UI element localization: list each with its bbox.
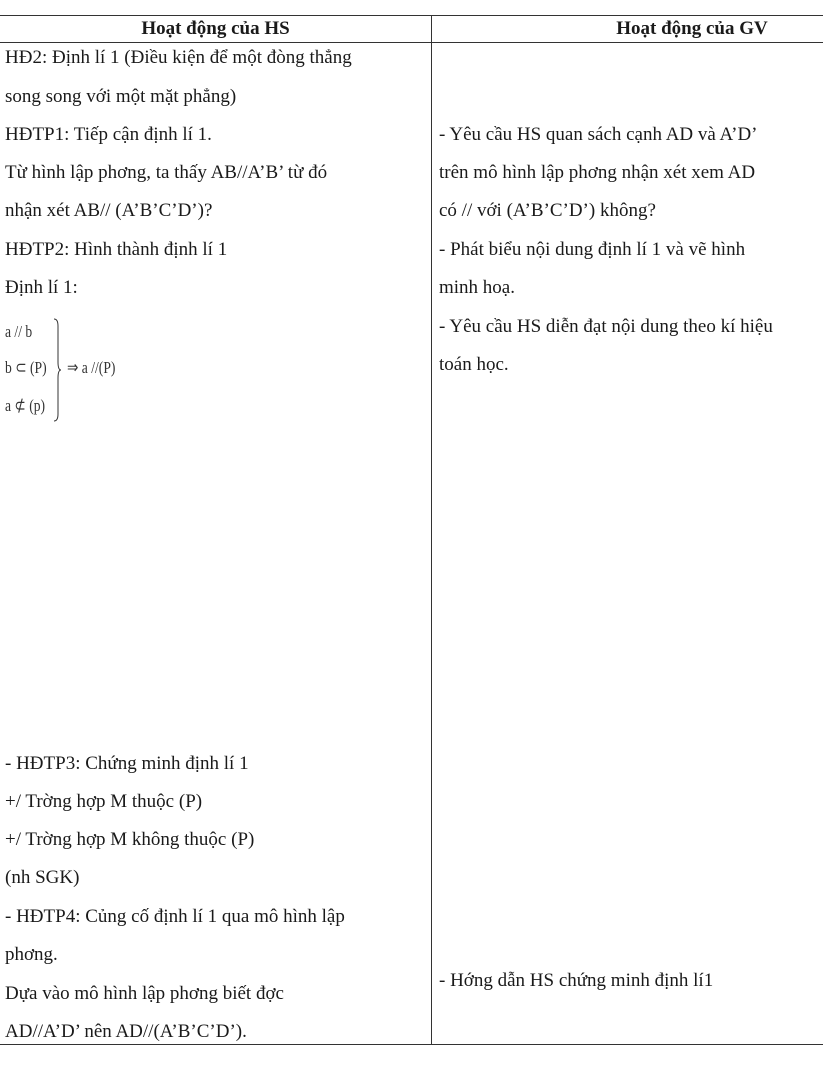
- right-line: có // với (A’B’C’D’) không?: [439, 200, 656, 221]
- formula-line: a // b: [5, 322, 33, 341]
- column-divider: [431, 15, 432, 1045]
- header-divider: [0, 42, 823, 43]
- left-line: HĐTP2: Hình thành định lí 1: [5, 239, 228, 260]
- right-line: - Hớng dẫn HS chứng minh định lí1: [439, 970, 714, 991]
- header-hs: Hoạt động của HS: [141, 18, 290, 39]
- right-line: - Phát biểu nội dung định lí 1 và vẽ hình: [439, 239, 746, 260]
- header-gv: Hoạt động của GV: [616, 18, 768, 39]
- left-line: Từ hình lập phơng, ta thấy AB//A’B’ từ đó: [5, 162, 328, 183]
- theorem-formula: [5, 318, 135, 428]
- left-line: +/ Trờng hợp M không thuộc (P): [5, 829, 255, 850]
- right-line: trên mô hình lập phơng nhận xét xem AD: [439, 162, 756, 183]
- left-line: HĐ2: Định lí 1 (Điều kiện để một đòng thẳng: [5, 47, 352, 68]
- left-line: (nh SGK): [5, 867, 80, 888]
- formula-line: b ⊂ (P): [5, 358, 47, 377]
- left-line: phơng.: [5, 944, 58, 965]
- formula-result: ⇒ a //(P): [67, 358, 116, 377]
- left-line: Định lí 1:: [5, 277, 78, 298]
- right-brace: [53, 318, 61, 422]
- table-bottom-border: [0, 1044, 823, 1045]
- right-line: - Yêu cầu HS quan sách cạnh AD và A’D’: [439, 124, 758, 145]
- left-line: song song với một mặt phẳng): [5, 86, 237, 107]
- left-line: nhận xét AB// (A’B’C’D’)?: [5, 200, 213, 221]
- right-line: minh hoạ.: [439, 277, 515, 298]
- formula-line: a ⊄ (p): [5, 396, 46, 415]
- left-line: +/ Trờng hợp M thuộc (P): [5, 791, 203, 812]
- left-line: - HĐTP3: Chứng minh định lí 1: [5, 753, 249, 774]
- left-line: Dựa vào mô hình lập phơng biết đợc: [5, 983, 284, 1004]
- left-line: HĐTP1: Tiếp cận định lí 1.: [5, 124, 212, 145]
- right-line: - Yêu cầu HS diễn đạt nội dung theo kí hiệu: [439, 316, 773, 337]
- left-line: - HĐTP4: Củng cố định lí 1 qua mô hình lập: [5, 906, 345, 927]
- right-line: toán học.: [439, 354, 509, 375]
- left-line: AD//A’D’ nên AD//(A’B’C’D’).: [5, 1021, 247, 1042]
